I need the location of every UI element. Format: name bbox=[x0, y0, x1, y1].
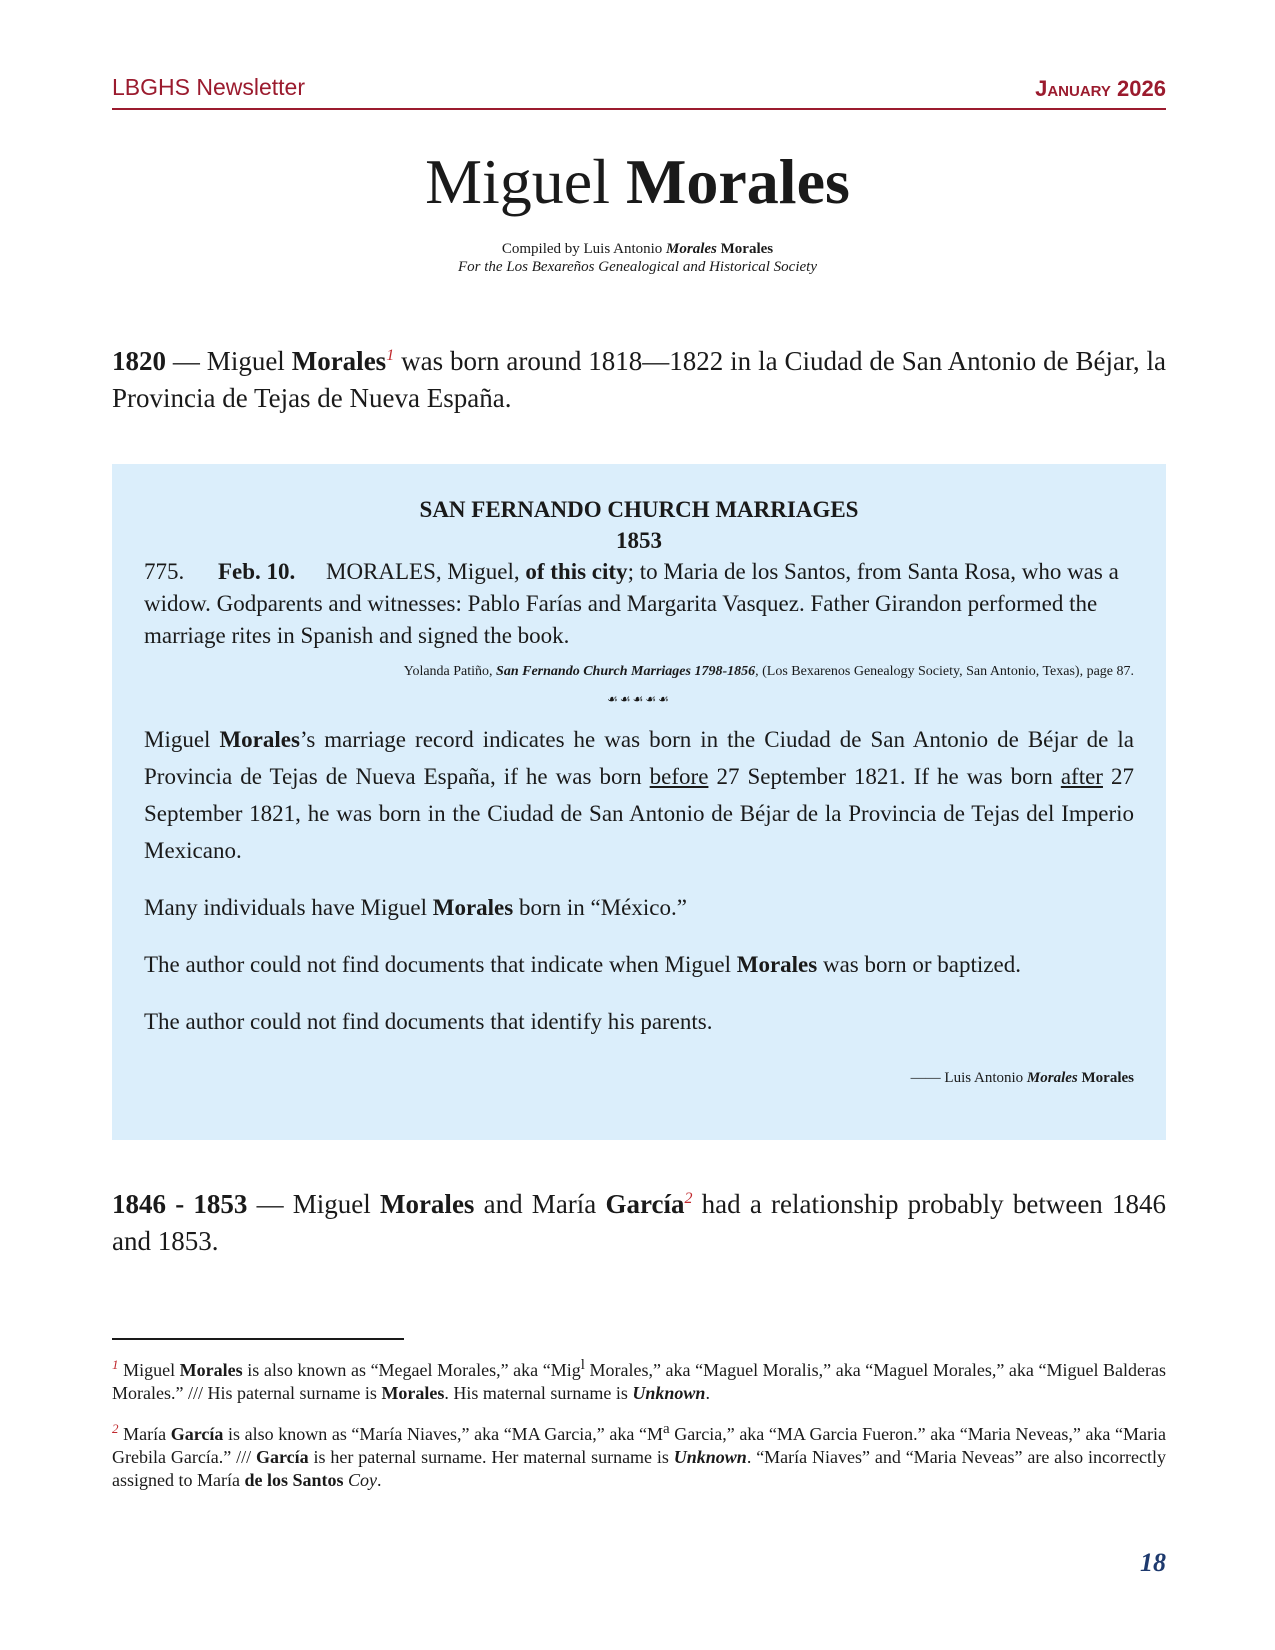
article-credit bbox=[0, 240, 1275, 276]
credit-line-1: Compiled by Luis Antonio Morales Morales bbox=[501, 241, 774, 257]
box-paragraph-3: The author could not find documents that indicate when Miguel Morales was born or baptized. bbox=[144, 952, 1021, 977]
credit-line-2: For the Los Bexareños Genealogical and Historical Society bbox=[458, 259, 817, 275]
box-paragraph-1: Miguel Morales’s marriage record indicates he was born in the Ciudad de San Antonio de Béjar de la Provincia de Tejas de Nueva España, if he was born before 27 September 1821. If he was born after 27 September 1821, he was born in the Ciudad de San Antonio de Béjar de la Provincia de Tejas del Imperio Mexicano. bbox=[144, 727, 1135, 863]
title-first-name: Miguel bbox=[425, 146, 610, 217]
footnote-separator bbox=[112, 1338, 404, 1340]
issue-date: January 2026 bbox=[1035, 76, 1166, 101]
box-year: 1853 bbox=[616, 528, 662, 553]
footnote-ref-2[interactable]: 2 bbox=[684, 1190, 693, 1207]
box-paragraph-4: The author could not find documents that identify his parents. bbox=[144, 1009, 713, 1034]
footnote-2: $^2$ María García is also known as “María Niaves,” aka “MA Garcia,” aka “$M^a$ Garcia,” aka “MA Garcia Fueron.” aka “Maria Neveas,” aka “Maria Grebila García.” /// García is her paternal surname. Her maternal surname is Unknown. “María Niaves” and “Maria Neveas” are also incorrectly assigned to María de los Santos Coy. bbox=[112, 1421, 1167, 1490]
title-surname: Morales bbox=[625, 146, 850, 217]
box-title: SAN FERNANDO CHURCH MARRIAGES bbox=[419, 497, 859, 522]
marriage-record-box bbox=[112, 464, 1166, 1140]
footnote-1: $^1$ Miguel Morales is also known as “Megael Morales,” aka “Mig$^l$ Morales,” aka “Maguel Moralis,” aka “Maguel Morales,” aka “Miguel Balderas Morales.” /// His paternal surname is Morales. His maternal surname is Unknown. bbox=[112, 1357, 1167, 1403]
footnote-ref-1[interactable]: 1 bbox=[386, 347, 395, 364]
marriage-record: 775. Feb. 10. MORALES, Miguel, of this city; to Maria de los Santos, from Santa Rosa, who was a widow. Godparents and witnesses: Pablo Farías and Margarita Vasquez. Father Girandon performed the marriage rites in Spanish and signed the book. bbox=[144, 559, 1119, 648]
newsletter-name: LBGHS Newsletter bbox=[112, 74, 306, 100]
box-signature: —— Luis Antonio Morales Morales bbox=[910, 1070, 1134, 1086]
source-citation: Yolanda Patiño, San Fernando Church Marriages 1798-1856, (Los Bexarenos Genealogy Society, San Antonio, Texas), page 87. bbox=[403, 664, 1134, 679]
page-header bbox=[112, 72, 1166, 110]
entry-1820: 1820 — Miguel Morales$^1$ was born around 1818—1822 in la Ciudad de San Antonio de Béjar, la Provincia de Tejas de Nueva España. bbox=[112, 346, 1166, 413]
entry-1846-1853: 1846 - 1853 — Miguel Morales and María García$^2$ had a relationship probably between 1846 and 1853. bbox=[112, 1189, 1167, 1256]
page-number: 18 bbox=[1140, 1548, 1166, 1577]
ornament-divider: ☙☙☙☙☙ bbox=[607, 692, 671, 706]
box-paragraph-2: Many individuals have Miguel Morales born in “México.” bbox=[144, 895, 687, 920]
article-title bbox=[0, 142, 1275, 222]
